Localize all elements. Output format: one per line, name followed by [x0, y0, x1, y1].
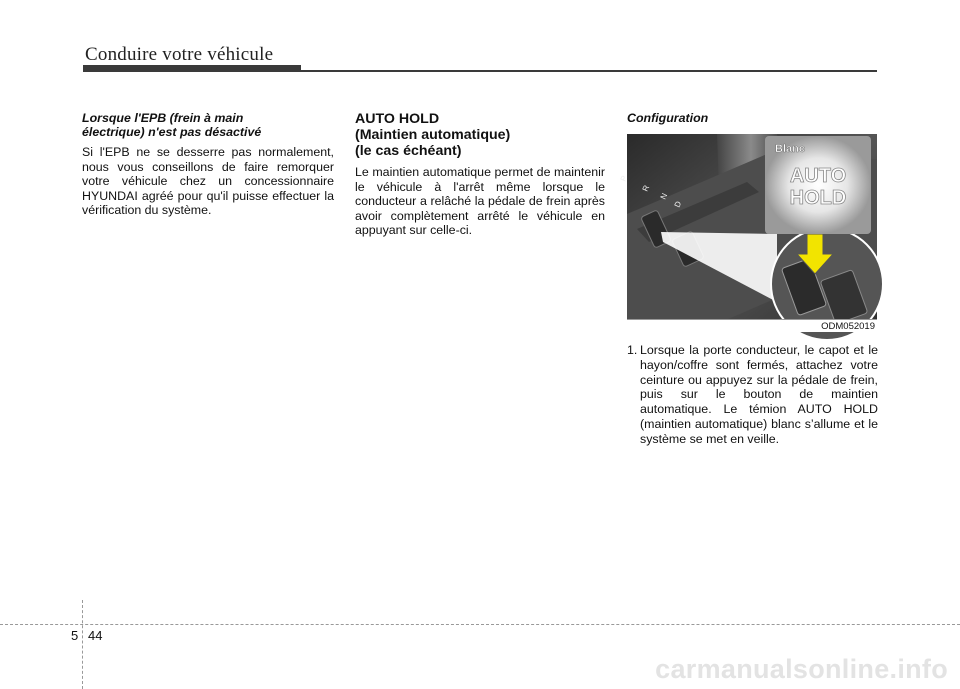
- list-item: [627, 343, 878, 447]
- page-number: 44: [88, 628, 103, 643]
- epb-heading-line2: électrique) n'est pas désactivé: [82, 125, 262, 139]
- auto-hold-heading-line2: (Maintien automatique): [355, 127, 511, 143]
- gear-letter-r: R: [640, 183, 652, 193]
- auto-hold-heading: [355, 111, 605, 159]
- auto-hold-heading-line3: (le cas échéant): [355, 143, 462, 159]
- list-item-number: 1.: [627, 343, 638, 357]
- auto-hold-heading-line1: AUTO HOLD: [355, 111, 440, 127]
- epb-paragraph: Si l'EPB ne se desserre pas normalement, nous vous conseillons de faire remorquer votre véhicule chez un concessionnaire HYUNDAI agréé pour qu'il puisse effectuer la vérification du système.: [82, 145, 334, 218]
- column-epb: [82, 111, 334, 218]
- column-configuration: [618, 111, 878, 447]
- site-watermark: carmanualsonline.info: [655, 654, 948, 684]
- list-item-text: Lorsque la porte conducteur, le capot et le hayon/coffre sont fermés, attachez votre ceinture ou appuyez sur la pédale de frein, puis sur le bouton de maintien automatique. Le témion AUTO HOLD (maintien automatique) blanc s’allume et le système se met en veille.: [640, 343, 878, 446]
- indicator-text-auto: AUTO: [789, 165, 847, 187]
- footer-divider: [82, 600, 83, 689]
- indicator-color-label: Blanc: [775, 143, 805, 155]
- auto-hold-paragraph: Le maintien automatique permet de maintenir le véhicule à l'arrêt même lorsque le conducteur a relâché la pédale de frein après avoir complètement arrêté le véhicule en appuyant sur celle-ci.: [355, 165, 605, 238]
- header-rule-thick: [83, 65, 301, 72]
- indicator-text-hold: HOLD: [789, 187, 847, 209]
- gear-letter-p: P: [618, 174, 630, 183]
- footer-rule: [0, 624, 960, 625]
- figure-caption: ODM052019: [627, 319, 877, 332]
- console-illustration: [618, 134, 877, 332]
- header-rule-thin: [301, 70, 877, 72]
- chapter-number: 5: [71, 628, 79, 643]
- epb-heading-line1: Lorsque l'EPB (frein à main: [82, 111, 244, 125]
- epb-heading: [82, 111, 334, 139]
- page-header-title: Conduire votre véhicule: [85, 44, 274, 65]
- gear-letter-d: D: [672, 199, 684, 209]
- gear-letter-n: N: [658, 191, 670, 201]
- auto-hold-figure: [618, 134, 877, 332]
- configuration-heading: Configuration: [627, 111, 709, 125]
- column-auto-hold: [355, 111, 605, 238]
